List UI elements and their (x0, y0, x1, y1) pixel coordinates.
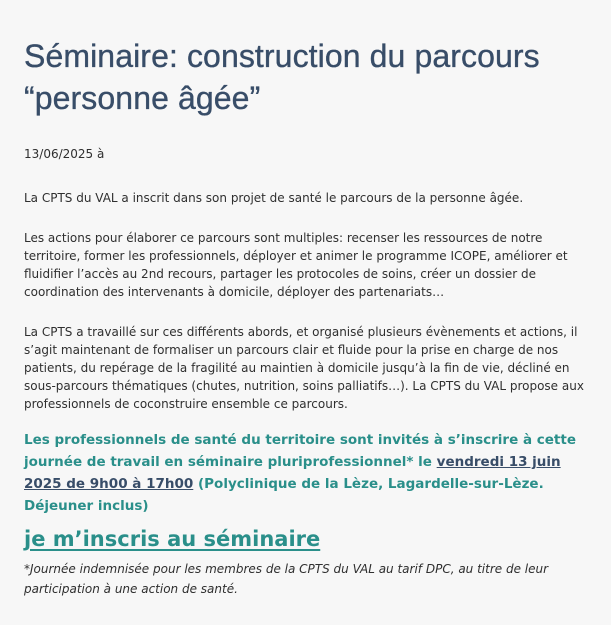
footnote: *Journée indemnisée pour les membres de la CPTS du VAL au tarif DPC, au titre de leur participation à une action de santé. (24, 562, 549, 596)
register-seminar-link[interactable]: je m’inscris au séminaire (24, 527, 321, 551)
event-date-link[interactable]: vendredi 13 juin 2025 de 9h00 à 17h00 (24, 454, 561, 492)
invitation-text-part2: (Polyclinique de la Lèze, Lagardelle-sur-Lèze. Déjeuner inclus) (24, 476, 544, 514)
post-date: 13/06/2025 à (24, 147, 105, 161)
work-paragraph: La CPTS a travaillé sur ces différents abords, et organisé plusieurs évènements et actions, il s’agit maintenant de formaliser un parcours clair et fluide pour la prise en charge de nos patients, du repérage de la fragilité au maintien à domicile jusqu’à la fin de vie, décliné en sous-parcours thématiques (chutes, nutrition, soins palliatifs…). La CPTS du VAL propose aux professionnels de coconstruire ensemble ce parcours. (24, 325, 584, 411)
page-title (24, 35, 591, 119)
invitation-text-part1: Les professionnels de santé du territoire sont invités à s’inscrire à cette journée de travail en séminaire pluriprofessionnel* le (24, 432, 576, 470)
invitation-text (24, 429, 591, 517)
actions-paragraph: Les actions pour élaborer ce parcours sont multiples: recenser les ressources de notre territoire, former les professionnels, déployer et animer le programme ICOPE, améliorer et fluidifier l’accès au 2nd recours, partager les protocoles de soins, créer un dossier de coordination des intervenants à domicile, déployer des partenariats… (24, 231, 568, 299)
page-title-line1: Séminaire: construction du parcours (24, 38, 540, 74)
intro-paragraph: La CPTS du VAL a inscrit dans son projet de santé le parcours de la personne âgée. (24, 191, 524, 205)
page-title-line2: “personne âgée” (24, 80, 261, 116)
